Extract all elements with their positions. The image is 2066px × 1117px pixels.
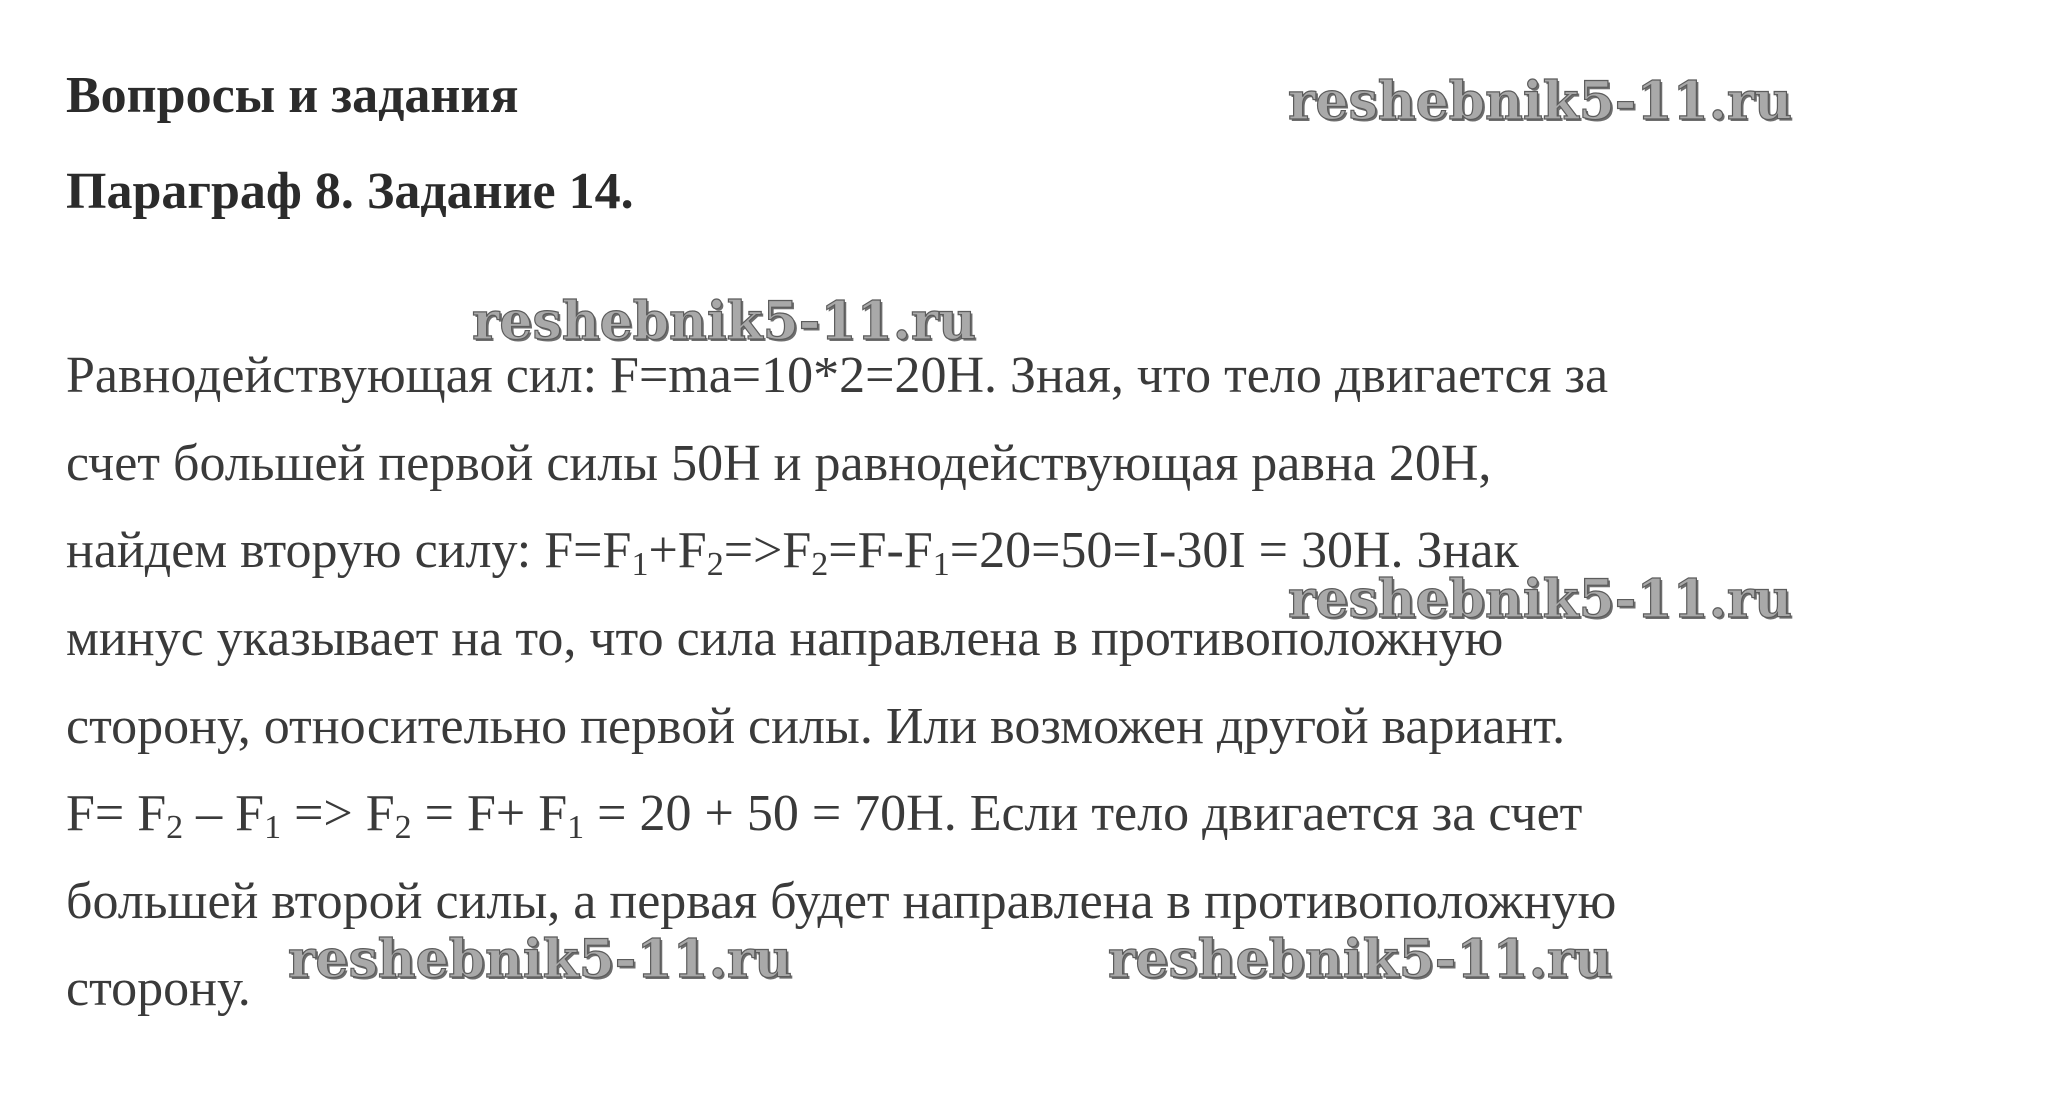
- task-title: Параграф 8. Задание 14.: [66, 163, 634, 220]
- section-title: Вопросы и задания: [66, 67, 519, 124]
- watermark: reshebnik5-11.ru: [288, 929, 793, 990]
- text-line-6: [66, 784, 1582, 844]
- text-fragment: – F: [183, 785, 265, 842]
- text-line-5: сторону, относительно первой силы. Или возможен другой вариант.: [66, 698, 1566, 755]
- text-fragment: найдем вторую силу: F=F: [66, 522, 632, 579]
- subscript: 1: [631, 546, 649, 583]
- subscript: 1: [567, 809, 585, 846]
- text-fragment: =20=50=I-30I = 30Н. Знак: [949, 522, 1519, 579]
- watermark: reshebnik5-11.ru: [1288, 569, 1793, 630]
- subscript: 2: [166, 809, 184, 846]
- text-fragment: +F: [648, 522, 707, 579]
- text-fragment: => F: [281, 785, 395, 842]
- watermark: reshebnik5-11.ru: [1108, 929, 1613, 990]
- text-line-8: сторону.: [66, 960, 251, 1017]
- text-line-2: счет большей первой силы 50Н и равнодействующая равна 20Н,: [66, 435, 1492, 492]
- text-fragment: =>F: [723, 522, 812, 579]
- text-fragment: F= F: [66, 785, 167, 842]
- subscript: 1: [264, 809, 282, 846]
- text-fragment: = 20 + 50 = 70Н. Если тело двигается за счет: [584, 785, 1583, 842]
- subscript: 1: [932, 546, 950, 583]
- text-line-1: Равнодействующая сил: F=ma=10*2=20Н. Зная, что тело двигается за: [66, 347, 1609, 404]
- text-line-7: большей второй силы, а первая будет направлена в противоположную: [66, 873, 1617, 930]
- watermark: reshebnik5-11.ru: [1288, 71, 1793, 132]
- subscript: 2: [811, 546, 829, 583]
- text-fragment: = F+ F: [411, 785, 568, 842]
- watermark: reshebnik5-11.ru: [472, 291, 977, 352]
- subscript: 2: [706, 546, 724, 583]
- text-fragment: =F-F: [828, 522, 933, 579]
- subscript: 2: [394, 809, 412, 846]
- text-line-4: минус указывает на то, что сила направлена в противоположную: [66, 610, 1504, 667]
